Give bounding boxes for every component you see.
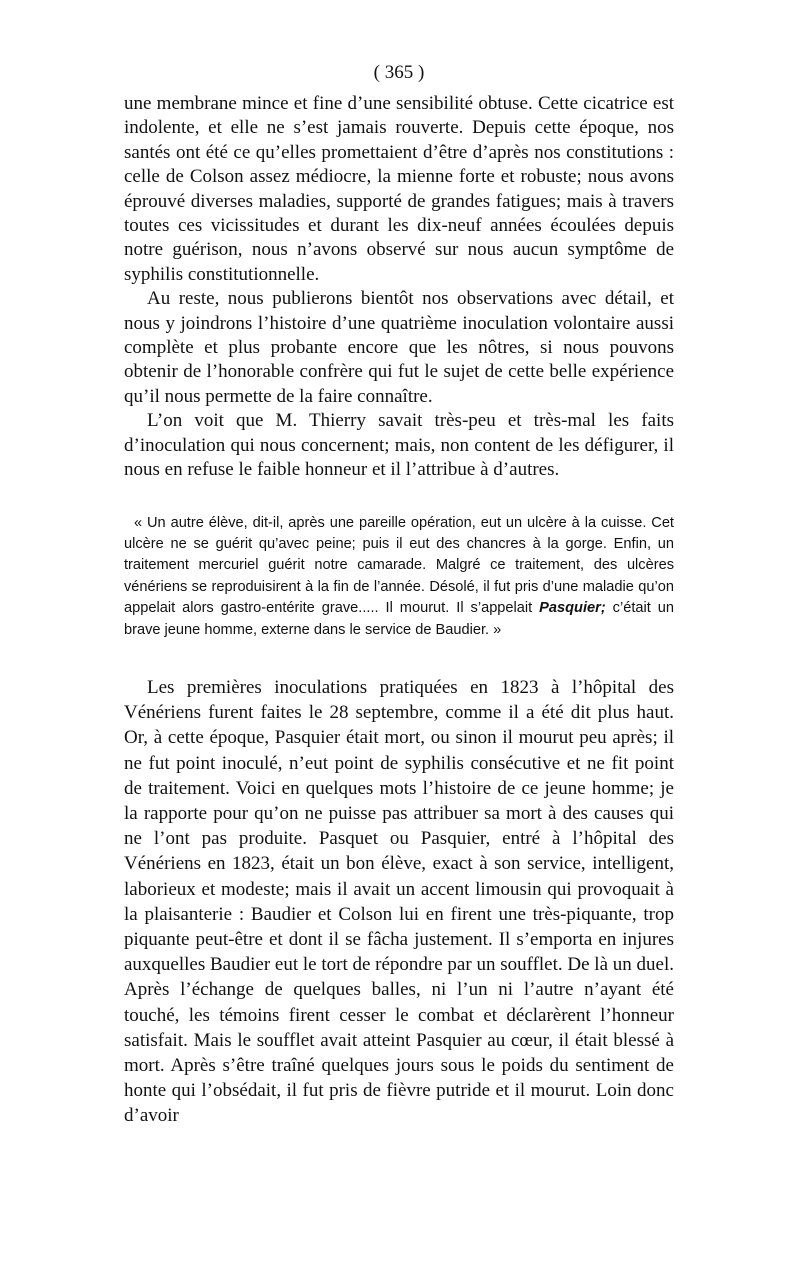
- quote-text: [124, 513, 674, 641]
- quote-text-before: « Un autre élève, dit-il, après une pareille opération, eut un ulcère à la cuisse. Cet ulcère ne se guérit qu’avec peine; puis il eut des chancres à la gorge. Enfin, un traitement mercuriel guérit notre camarade. Malgré ce traitement, des ulcères vénériens se reproduisirent à la fin de l’année. Désolé, il fut pris d’une maladie qu’on appelait alors gastro-entérite grave..... Il mourut. Il s’appelait: [124, 514, 674, 617]
- block-quote: [124, 513, 674, 641]
- closing-text: [124, 675, 674, 1129]
- book-page: [124, 58, 674, 1129]
- quote-name: Pasquier;: [539, 600, 606, 617]
- paragraph-observations: Au reste, nous publierons bientôt nos observations avec détail, et nous y joindrons l’histoire d’une quatrième inoculation volontaire aussi complète et plus probante encore que les nôtres, si nous pouvons obtenir de l’honorable confrère qui fut le sujet de cette belle expérience qu’il nous permette de la faire connaître.: [124, 288, 674, 407]
- quote-text-after: c’était un brave jeune homme, externe dans le service de Baudier. »: [124, 600, 674, 638]
- main-text: [124, 92, 674, 483]
- paragraph-pasquier: Les premières inoculations pratiquées en 1823 à l’hôpital des Vénériens furent faites le 28 septembre, comme il a été dit plus haut. Or, à cette époque, Pasquier était mort, ou sinon il mourut peu après; il ne fut point inoculé, n’eut point de syphilis consécutive et ne fit point de traitement. Voici en quelques mots l’histoire de ce jeune homme; je la rapporte pour qu’on ne puisse pas attribuer sa mort à des causes qui ne l’ont pas produite. Pasquet ou Pasquier, entré à l’hôpital des Vénériens en 1823, était un bon élève, exact à son service, intelligent, laborieux et modeste; mais il avait un accent limousin qui provoquait à la plaisanterie : Baudier et Colson lui en firent une très-piquante, trop piquante peut-être et dont il se fâcha justement. Il s’emporta en injures auxquelles Baudier eut le tort de répondre par un soufflet. De là un duel. Après l’échange de quelques balles, ni l’un ni l’autre n’ayant été touché, les témoins firent cesser le combat et déclarèrent l’honneur satisfait. Mais le soufflet avait atteint Pasquier au cœur, il était blessé à mort. Après s’être traîné quelques jours sous le poids du sentiment de honte qui l’obsédait, il fut pris de fièvre putride et il mourut. Loin donc d’avoir: [124, 676, 674, 1127]
- paragraph-thierry: L’on voit que M. Thierry savait très-peu et très-mal les faits d’inoculation qui nous concernent; mais, non content de les défigurer, il nous en refuse le faible honneur et il l’attribue à d’autres.: [124, 410, 674, 481]
- page-number: ( 365 ): [373, 62, 425, 83]
- paragraph-continued: une membrane mince et fine d’une sensibilité obtuse. Cette cicatrice est indolente, et elle ne s’est jamais rouverte. Depuis cette époque, nos santés ont été ce qu’elles promettaient d’être d’après nos constitutions : celle de Colson assez médiocre, la mienne forte et robuste; nous avons éprouvé diverses maladies, supporté de grandes fatigues; mais à travers toutes ces vicissitudes et durant les dix-neuf années écoulées depuis notre guérison, nous n’avons observé sur nous aucun symptôme de syphilis constitutionnelle.: [124, 93, 674, 285]
